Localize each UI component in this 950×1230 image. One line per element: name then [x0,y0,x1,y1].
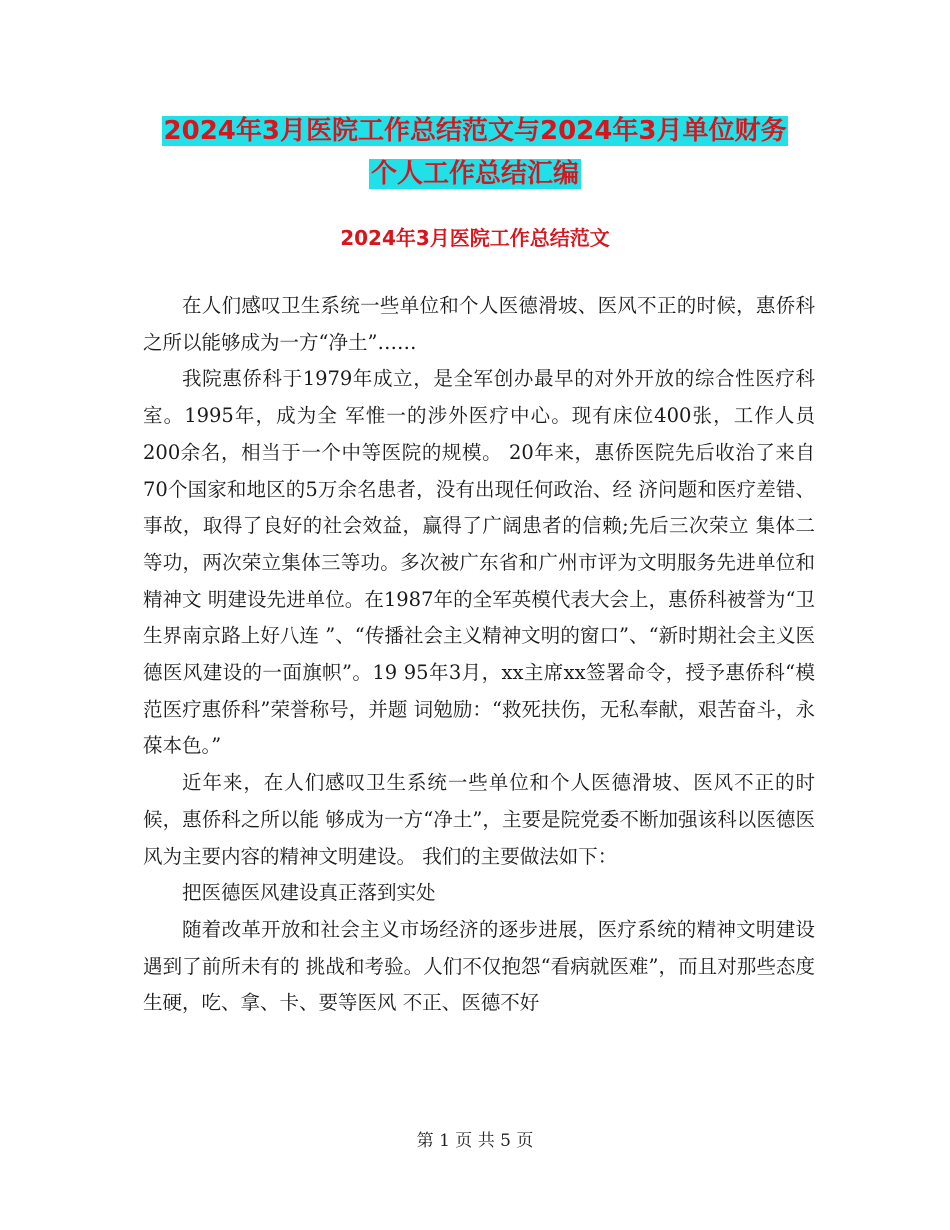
section-title: 2024年3月医院工作总结范文 [340,226,610,250]
title-highlight: 个人工作总结汇编 [370,159,579,189]
paragraph: 近年来，在人们感叹卫生系统一些单位和个人医德滑坡、医风不正的时候，惠侨科之所以能 够成为一方“净土”，主要是院党委不断加强该科以医德医风为主要内容的精神文明建设。 我们的主要做法如下： [143,771,815,868]
subheading: 把医德医风建设真正落到实处 [182,881,436,905]
page-footer: 第 1 页 共 5 页 [416,1131,534,1151]
document-body [143,288,815,1022]
paragraph: 随着改革开放和社会主义市场经济的逐步进展，医疗系统的精神文明建设遇到了前所未有的 挑战和考验。人们不仅抱怨“看病就医难”，而且对那些态度生硬，吃、拿、卡、要等医风 不正、医德不好 [143,917,815,1015]
paragraph: 我院惠侨科于1979年成立，是全军创办最早的对外开放的综合性医疗科室。1995年，成为全 军惟一的涉外医疗中心。现有床位400张，工作人员200余名，相当于一个中等医院的规模。 20年来，惠侨医院先后收治了来自70个国家和地区的5万余名患者，没有出现任何政治、经 济问题和医疗差错、事故，取得了良好的社会效益，赢得了广阔患者的信赖;先后三次荣立 集体二等功，两次荣立集体三等功。多次被广东省和广州市评为文明服务先进单位和精神文 明建设先进单位。在1987年的全军英模代表大会上，惠侨科被誉为“卫生界南京路上好八连 ”、“传播社会主义精神文明的窗口”、“新时期社会主义医德医风建设的一面旗帜”。19 95年3月，xx主席xx签署命令，授予惠侨科“模范医疗惠侨科”荣誉称号，并题 词勉励：“救死扶伤，无私奉献，艰苦奋斗，永葆本色。” [143,367,815,758]
paragraph: 在人们感叹卫生系统一些单位和个人医德滑坡、医风不正的时候，惠侨科之所以能够成为一方“净土”…… [143,294,815,354]
document-title-line-1 [0,109,950,153]
document-title-line-2 [0,152,950,196]
title-highlight: 2024年3月医院工作总结范文与2024年3月单位财务 [163,116,787,146]
